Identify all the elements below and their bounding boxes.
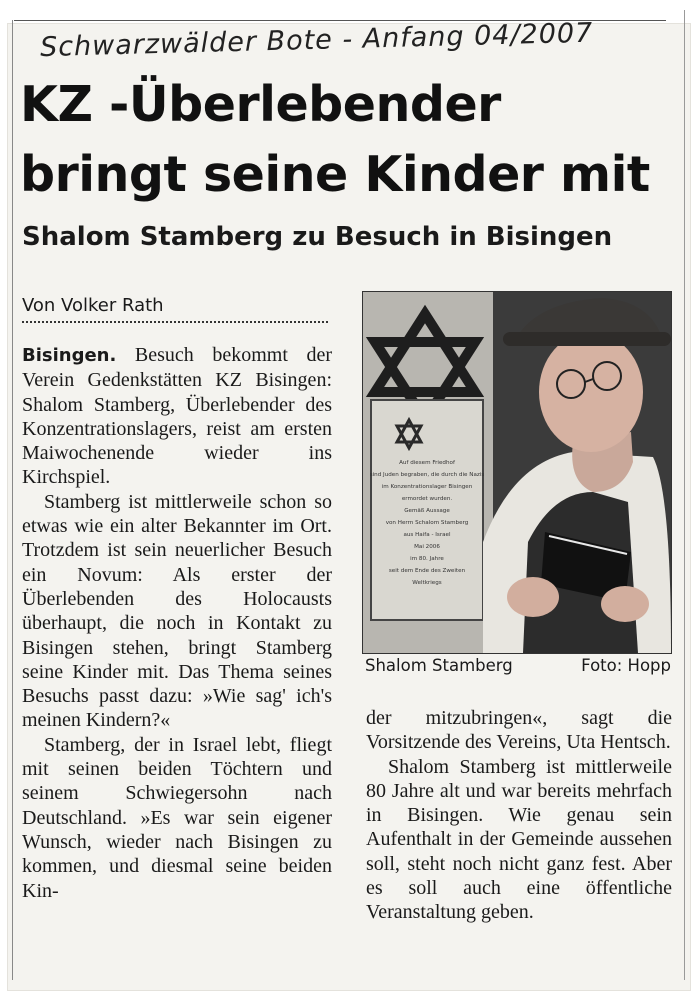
subheadline: Shalom Stamberg zu Besuch in Bisingen — [22, 222, 613, 252]
plaque-line: von Herrn Schalom Stamberg — [385, 520, 469, 526]
plaque-line: seit dem Ende des Zweiten — [388, 568, 466, 574]
headline-line-2: bringt seine Kinder mit — [20, 146, 650, 203]
photo-caption — [365, 656, 671, 675]
article-paragraph-1: Bisingen. Besuch bekommt der Verein Gedenkstätten KZ Bisingen: Shalom Stamberg, Überlebender des Konzentrationslagers, reist am ersten Maiwochenende wieder ins Kirchspiel. — [22, 344, 332, 489]
plaque-line: im Konzentrationslager Bisingen — [381, 484, 473, 490]
plaque-line: Mai 2006 — [414, 544, 440, 550]
right-rule — [684, 10, 685, 980]
article-paragraph-2: Stamberg ist mittlerweile schon so etwas wie ein alter Bekannter im Ort. Trotzdem ist sein neuerlicher Besuch ein Novum: Als erster der Überlebenden des Holocausts überhaupt, die noch in Kontakt zu Bisingen stehen, bringt Stamberg seine Kinder mit. Das Thema seines Besuchs passt dazu: »Wie sag' ich's meinen Kindern?« — [22, 490, 332, 732]
photo-credit: Foto: Hopp — [581, 656, 671, 675]
article-column-2 — [366, 706, 672, 925]
plaque-line: Weltkriegs — [412, 580, 442, 586]
handwritten-source-note: Schwarzwälder Bote - Anfang 04/2007 — [39, 17, 594, 64]
article-photo — [362, 291, 672, 654]
dateline: Bisingen. — [22, 345, 117, 366]
plaque-line: aus Haifa - Israel — [403, 532, 451, 538]
article-paragraph-3-continued: der mitzubringen«, sagt die Vorsitzende des Vereins, Uta Hentsch. — [366, 707, 672, 754]
plaque-line: sind Juden begraben, die durch die Nazis — [369, 472, 485, 478]
left-rule — [12, 20, 13, 980]
headline — [20, 70, 680, 210]
plaque-line: ermordet wurden. — [401, 496, 453, 502]
article-paragraph-3: Stamberg, der in Israel lebt, fliegt mit seinen beiden Töchtern und seinem Schwiegersohn nach Deutschland. »Es war sein eigener Wunsch, wieder nach Bisingen zu kommen, und diesmal seine beiden Kin- — [22, 733, 332, 902]
byline: Von Volker Rath — [22, 295, 328, 323]
plaque-line: im 80. Jahre — [410, 556, 444, 562]
photo-caption-text: Shalom Stamberg — [365, 656, 513, 675]
headline-line-1: KZ -Überlebender — [20, 76, 501, 133]
article-paragraph-4: Shalom Stamberg ist mittlerweile 80 Jahre alt und war bereits mehrfach in Bisingen. Wie genau sein Aufenthalt in der Gemeinde aussehen soll, steht noch nicht ganz fest. Aber es soll auch eine öffentliche Veranstaltung geben. — [366, 755, 672, 924]
plaque-line: Auf diesem Friedhof — [399, 460, 455, 466]
photo-illustration — [363, 292, 671, 653]
memorial-plaque — [370, 400, 485, 620]
article-column-1 — [22, 343, 332, 903]
plaque-line: Gemäß Aussage — [404, 508, 450, 514]
